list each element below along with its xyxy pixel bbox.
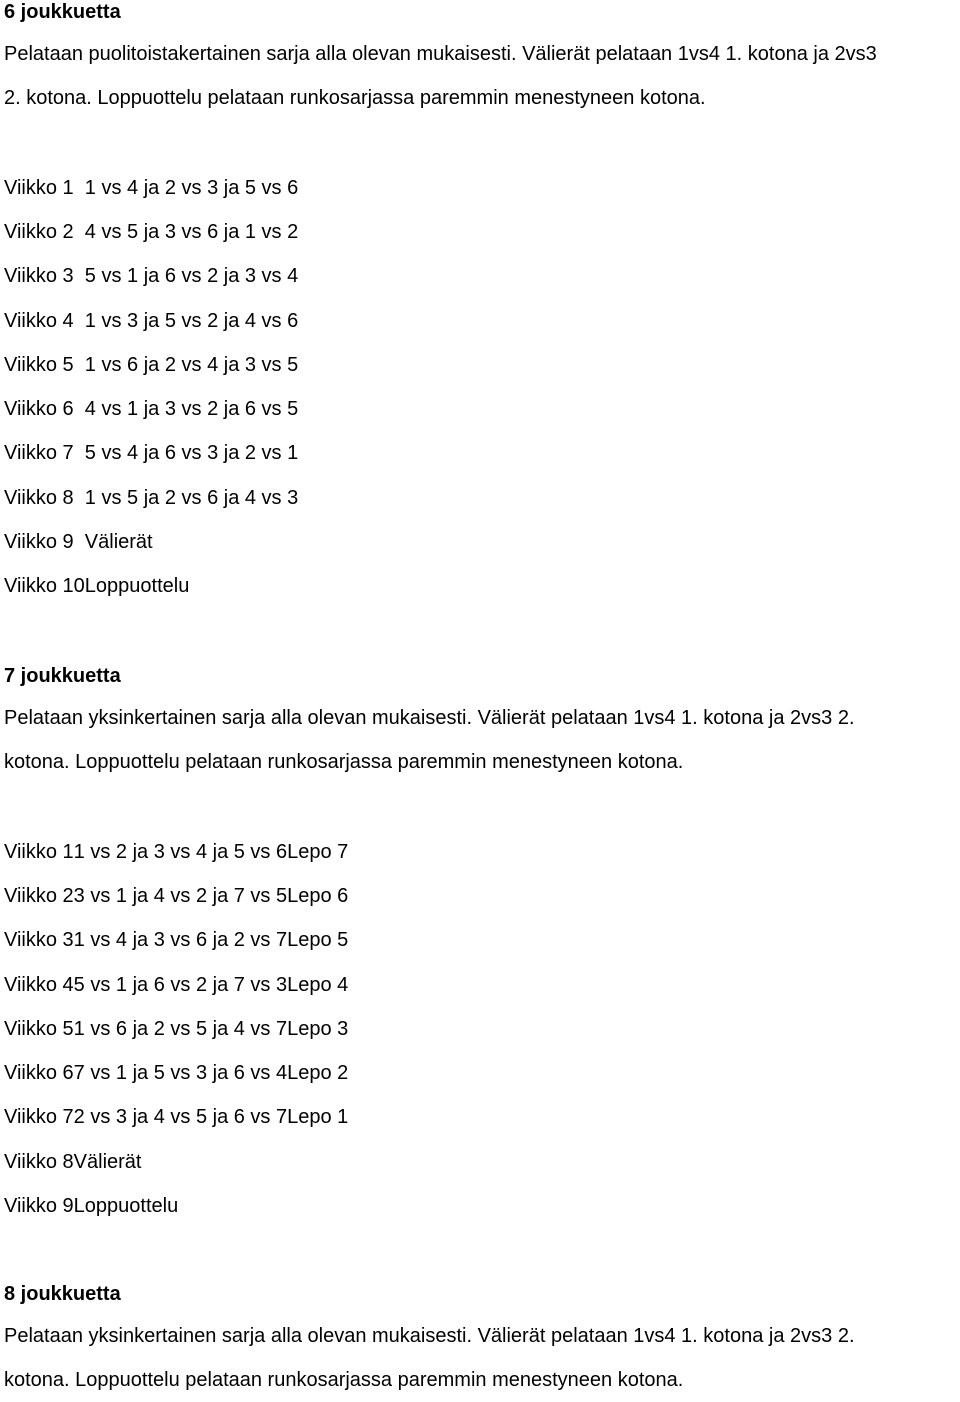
week-label: Viikko 9 [4,1195,74,1218]
games-cell: 1 vs 4 ja 3 vs 6 ja 2 vs 7 [73,929,288,952]
rest-team-cell [287,1140,348,1184]
games-cell: 5 vs 4 ja 6 vs 3 ja 2 vs 1 [84,442,299,465]
games-cell: 1 vs 6 ja 2 vs 4 ja 3 vs 5 [84,353,299,376]
schedule-row [4,343,298,387]
section-heading: 8 joukkuetta [4,1283,121,1305]
schedule-row [4,520,298,564]
section-intro-line-2: 2. kotona. Loppuottelu pelataan runkosarjassa paremmin menestyneen kotona. [4,87,706,109]
week-label: Viikko 9 [4,531,74,554]
section-intro-line-2: kotona. Loppuottelu pelataan runkosarjassa paremmin menestyneen kotona. [4,1369,684,1391]
games-cell: 1 vs 5 ja 2 vs 6 ja 4 vs 3 [84,486,299,509]
schedule-row [4,166,298,210]
week-label: Viikko 1 [4,176,74,199]
schedule-row [4,874,348,918]
section-intro-line-2: kotona. Loppuottelu pelataan runkosarjassa paremmin menestyneen kotona. [4,751,684,773]
week-label: Viikko 3 [4,929,74,952]
schedule-table [4,166,298,609]
schedule-row [4,565,298,609]
games-cell: 3 vs 1 ja 4 vs 2 ja 7 vs 5 [73,884,288,907]
games-cell: 4 vs 1 ja 3 vs 2 ja 6 vs 5 [84,398,299,421]
schedule-row [4,476,298,520]
games-cell: 1 vs 2 ja 3 vs 4 ja 5 vs 6 [73,840,288,863]
schedule-row [4,1051,348,1095]
week-label: Viikko 8 [4,1150,74,1173]
section-heading: 6 joukkuetta [4,1,121,23]
schedule-row [4,1007,348,1051]
schedule-row [4,830,348,874]
schedule-row [4,1184,348,1228]
week-label: Viikko 5 [4,1017,74,1040]
games-cell: Loppuottelu [73,1195,179,1218]
week-label: Viikko 10 [4,575,85,598]
games-cell: 1 vs 6 ja 2 vs 5 ja 4 vs 7 [73,1017,288,1040]
schedule-row [4,432,298,476]
section-intro-line-1: Pelataan yksinkertainen sarja alla olevan mukaisesti. Välierät pelataan 1vs4 1. kotona ja 2vs3 2. [4,1325,855,1347]
week-label: Viikko 5 [4,353,74,376]
schedule-row [4,299,298,343]
schedule-row [4,1096,348,1140]
schedule-row [4,255,298,299]
rest-team-cell: Lepo 3 [287,1017,349,1040]
games-cell: 5 vs 1 ja 6 vs 2 ja 7 vs 3 [73,973,288,996]
schedule-row [4,963,348,1007]
rest-team-cell [287,1184,348,1228]
games-cell: Välierät [73,1150,142,1173]
schedule-table [4,830,348,1229]
games-cell: 5 vs 1 ja 6 vs 2 ja 3 vs 4 [84,265,299,288]
week-label: Viikko 7 [4,442,74,465]
games-cell: 1 vs 3 ja 5 vs 2 ja 4 vs 6 [84,309,299,332]
games-cell: 2 vs 3 ja 4 vs 5 ja 6 vs 7 [73,1106,288,1129]
rest-team-cell: Lepo 1 [287,1106,349,1129]
schedule-row [4,919,348,963]
section-heading: 7 joukkuetta [4,665,121,687]
rest-team-cell: Lepo 4 [287,973,349,996]
games-cell: Välierät [84,531,153,554]
schedule-row [4,1140,348,1184]
rest-team-cell: Lepo 6 [287,884,349,907]
games-cell: 7 vs 1 ja 5 vs 3 ja 6 vs 4 [73,1062,288,1085]
week-label: Viikko 8 [4,486,74,509]
section-intro-line-1: Pelataan puolitoistakertainen sarja alla olevan mukaisesti. Välierät pelataan 1vs4 1. kotona ja 2vs3 [4,43,877,65]
week-label: Viikko 6 [4,1062,74,1085]
week-label: Viikko 7 [4,1106,74,1129]
week-label: Viikko 2 [4,884,74,907]
week-label: Viikko 4 [4,309,74,332]
rest-team-cell: Lepo 5 [287,929,349,952]
week-label: Viikko 3 [4,265,74,288]
rest-team-cell: Lepo 2 [287,1062,349,1085]
schedule-row [4,387,298,431]
games-cell: 4 vs 5 ja 3 vs 6 ja 1 vs 2 [84,220,299,243]
week-label: Viikko 6 [4,398,74,421]
week-label: Viikko 4 [4,973,74,996]
section-intro-line-1: Pelataan yksinkertainen sarja alla olevan mukaisesti. Välierät pelataan 1vs4 1. kotona ja 2vs3 2. [4,707,855,729]
schedule-row [4,210,298,254]
week-label: Viikko 2 [4,220,74,243]
week-label: Viikko 1 [4,840,74,863]
games-cell: Loppuottelu [84,575,190,598]
rest-team-cell: Lepo 7 [287,840,349,863]
games-cell: 1 vs 4 ja 2 vs 3 ja 5 vs 6 [84,176,299,199]
